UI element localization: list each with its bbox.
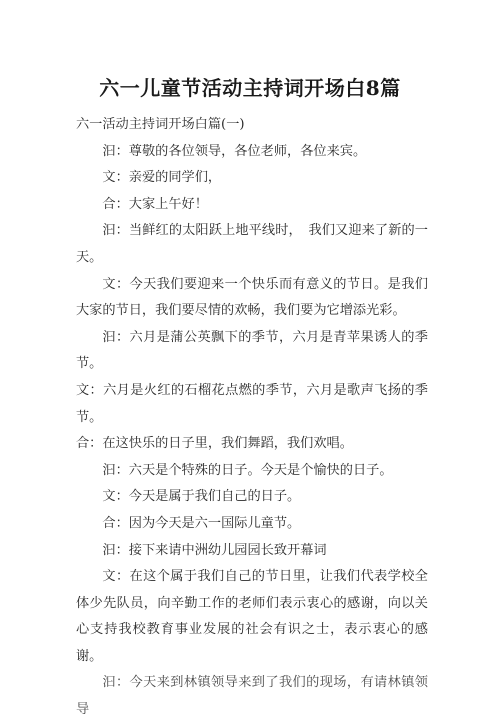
paragraph: 合：在这快乐的日子里，我们舞蹈，我们欢唱。 — [76, 436, 353, 452]
paragraph: 汩：尊敬的各位领导，各位老师，各位来宾。 — [102, 143, 367, 159]
paragraph: 文：六月是火红的石榴花点燃的季节，六月是歌声飞扬的季节。 — [76, 382, 428, 425]
paragraph: 文：在这个属于我们自己的节日里，让我们代表学校全体少先队员，向辛勤工作的老师们表示衷心的感谢，向以关心支持我校教育事业发展的社会有识之士，表示衷心的感谢。 — [76, 569, 428, 664]
paragraph: 汩：当鲜红的太阳跃上地平线时， 我们又迎来了新的一天。 — [76, 223, 428, 265]
paragraph: 汩：六天是个特殊的日子。今天是个愉快的日子。 — [102, 462, 393, 478]
document-title: 六一儿童节活动主持词开场白8篇 — [99, 76, 401, 100]
paragraph: 文：亲爱的同学们， — [102, 170, 222, 186]
document-body — [76, 112, 428, 718]
paragraph: 汩：六月是蒲公英飘下的季节，六月是青苹果诱人的季节。 — [76, 329, 428, 372]
paragraph: 合：因为今天是六一国际儿童节。 — [102, 515, 301, 531]
paragraph: 六一活动主持词开场白篇(一) — [76, 117, 245, 132]
paragraph: 文：今天是属于我们自己的日子。 — [102, 489, 301, 505]
paragraph: 文：今天我们要迎来一个快乐而有意义的节日。是我们大家的节日，我们要尽情的欢畅，我们要为它增添光彩。 — [76, 276, 428, 319]
paragraph: 汩：接下来请中洲幼儿园园长致开幕词 — [102, 542, 327, 558]
paragraph: 汩：今天来到林镇领导来到了我们的现场，有请林镇领导 — [76, 675, 428, 718]
paragraph: 合：大家上午好！ — [102, 196, 208, 212]
